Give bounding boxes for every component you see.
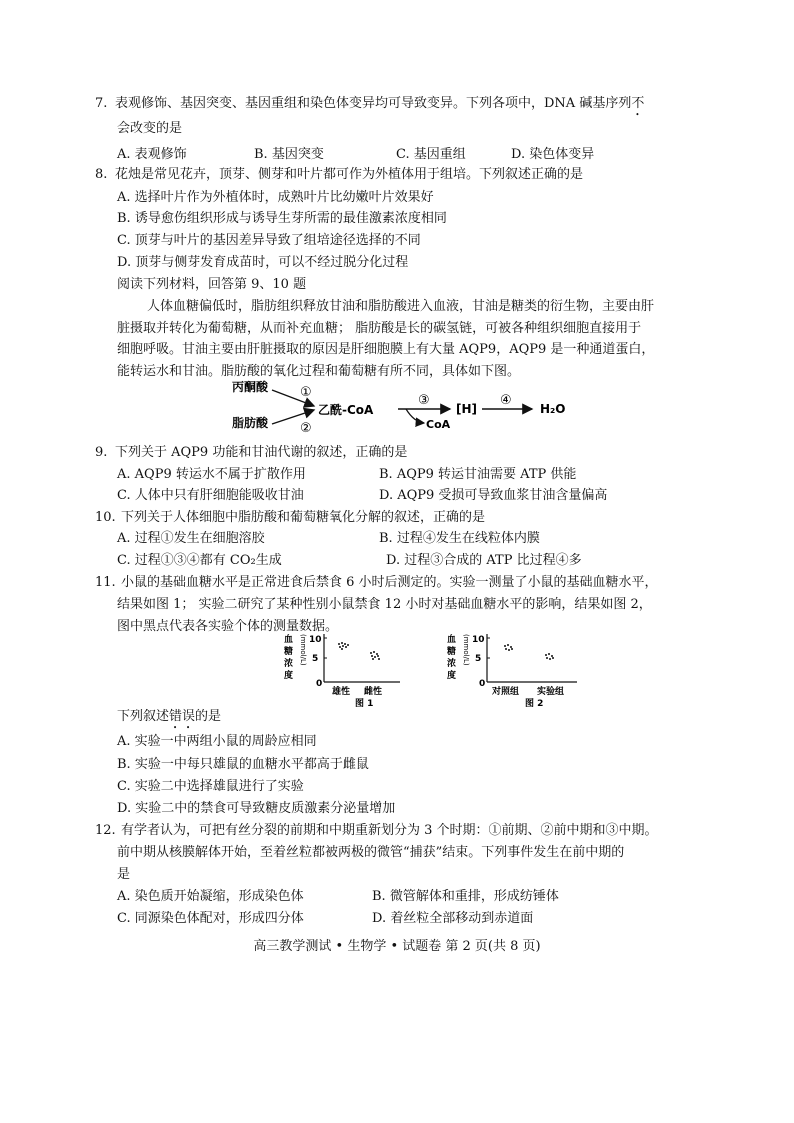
step-2-marker: ②	[300, 421, 312, 436]
fig1-ylabel-char-4: 度	[284, 671, 294, 681]
q11-option-a: A. 实验一中两组小鼠的周龄应相同	[117, 734, 317, 749]
data-point	[370, 652, 372, 654]
h-label: [H]	[456, 402, 478, 416]
fig2-ytick-10: 10	[472, 635, 485, 645]
fig2-category-experiment: 实验组	[537, 687, 565, 697]
pyruvate-label: 丙酮酸	[232, 380, 269, 394]
q8-option-d: D. 顶芽与侧芽发育成苗时，可以不经过脱分化过程	[117, 255, 409, 270]
q7-option-a: A. 表观修饰	[117, 147, 187, 162]
q9-option-c: C. 人体中只有肝细胞能吸收甘油	[117, 488, 304, 503]
fig2-ytick-0: 0	[479, 679, 486, 689]
q7-number: 7.	[95, 96, 108, 111]
q12-option-c: C. 同源染色体配对，形成四分体	[117, 911, 304, 926]
q8-number: 8.	[95, 167, 108, 182]
fig1-female-points	[370, 651, 380, 660]
data-point	[345, 646, 347, 648]
fig2-ylabel-char-4: 度	[447, 671, 457, 681]
figure-2-chart	[445, 632, 585, 708]
q11-stem-line2: 结果如图 1； 实验二研究了某种性别小鼠禁食 12 小时对基础血糖水平的影响，结果如图 2，	[117, 597, 652, 612]
water-label: H₂O	[540, 402, 566, 416]
data-point	[376, 653, 378, 655]
data-point	[339, 646, 341, 648]
reading-line-4: 能转运水和甘油。脂肪酸的氧化过程和葡萄糖有所不同，具体如下图。	[117, 364, 521, 379]
fig1-ytick-0: 0	[316, 679, 323, 689]
q11-option-b: B. 实验一中每只雄鼠的血糖水平都高于雌鼠	[117, 757, 369, 772]
q8-option-b: B. 诱导愈伤组织形成与诱导生芽所需的最佳激素浓度相同	[117, 211, 447, 226]
q12-stem-line1: 12. 有学者认为，可把有丝分裂的前期和中期重新划分为 3 个时期：①前期、②前中期和③中期。	[95, 823, 658, 838]
q8-stem: 8. 花烛是常见花卉，顶芽、侧芽和叶片都可作为外植体用于组培。下列叙述正确的是	[95, 167, 584, 182]
q12-number: 12.	[95, 823, 116, 838]
q12-stem-line2: 前中期从核膜解体开始，至着丝粒都被两极的微管“捕获”结束。下列事件发生在前中期的	[117, 845, 625, 860]
q11-question: 下列叙述错误的是	[117, 709, 222, 724]
fig2-ylabel-char-1: 血	[447, 635, 457, 645]
step-4-marker: ④	[500, 393, 512, 408]
fig1-ylabel-char-1: 血	[284, 635, 294, 645]
data-point	[344, 643, 346, 645]
q10-option-c: C. 过程①③④都有 CO₂生成	[117, 553, 282, 568]
data-point	[377, 655, 379, 657]
data-point	[505, 648, 507, 650]
q11-stem-line1: 11. 小鼠的基础血糖水平是正常进食后禁食 6 小时后测定的。实验一测量了小鼠的基础血糖水平，	[95, 575, 658, 590]
q9-option-d: D. AQP9 受损可导致血浆甘油含量偏高	[379, 488, 608, 503]
q7-stem-line2: 会改变的是	[117, 121, 183, 136]
fig1-category-male: 雄性	[332, 687, 351, 697]
fig2-yunit: (mmol/L)	[462, 634, 470, 666]
reading-intro: 阅读下列材料，回答第 9、10 题	[117, 277, 307, 292]
fig2-ylabel-char-3: 浓	[447, 659, 457, 669]
fig2-caption: 图 2	[525, 699, 544, 708]
data-point	[372, 658, 374, 660]
fig1-male-points	[338, 642, 349, 650]
q12-option-b: B. 微管解体和重排，形成纺锤体	[372, 889, 559, 904]
q11-stem-line3: 图中黑点代表各实验个体的测量数据。	[117, 619, 339, 634]
data-point	[374, 656, 376, 658]
fig1-caption: 图 1	[355, 699, 374, 708]
arrow-coa-branch	[406, 409, 424, 423]
fatty-acid-label: 脂肪酸	[232, 416, 269, 430]
q7-emphasis-mark: 不	[631, 96, 645, 111]
data-point	[347, 644, 349, 646]
q11-option-d: D. 实验二中的禁食可导致糖皮质激素分泌量增加	[117, 801, 396, 816]
data-point	[551, 655, 553, 657]
fig1-ylabel-char-3: 浓	[284, 659, 294, 669]
q9-option-b: B. AQP9 转运甘油需要 ATP 供能	[379, 467, 577, 482]
reading-line-2: 脏摄取并转化为葡萄糖，从而补充血糖； 脂肪酸是长的碳氢链，可被各种组织细胞直接用于	[117, 321, 642, 336]
step-3-marker: ③	[418, 393, 430, 408]
q8-option-a: A. 选择叶片作为外植体时，成熟叶片比幼嫩叶片效果好	[117, 190, 434, 205]
data-point	[548, 653, 550, 655]
fig1-ylabel-char-2: 糖	[284, 647, 294, 657]
data-point	[549, 658, 551, 660]
fig1-ytick-10: 10	[309, 635, 322, 645]
data-point	[552, 657, 554, 659]
q12-option-a: A. 染色质开始凝缩，形成染色体	[117, 889, 304, 904]
q8-option-c: C. 顶芽与叶片的基因差异导致了组培途径选择的不同	[117, 233, 421, 248]
q11-number: 11.	[95, 575, 116, 590]
q12-stem-line3: 是	[117, 867, 131, 882]
fig2-experiment-points	[545, 653, 554, 660]
data-point	[510, 646, 512, 648]
reading-line-1: 人体血糖偏低时，脂肪组织释放甘油和脂肪酸进入血液，甘油是糖类的衍生物，主要由肝	[147, 299, 655, 314]
q11-option-c: C. 实验二中选择雄鼠进行了实验	[117, 779, 304, 794]
q11-emphasis-mark: 错误	[169, 709, 196, 724]
data-point	[545, 654, 547, 656]
fig1-ytick-5: 5	[312, 654, 319, 664]
q9-stem: 9. 下列关于 AQP9 功能和甘油代谢的叙述，正确的是	[95, 445, 408, 460]
q10-option-d: D. 过程③合成的 ATP 比过程④多	[386, 553, 582, 568]
q9-number: 9.	[95, 445, 108, 460]
q7-option-d: D. 染色体变异	[511, 147, 595, 162]
data-point	[342, 645, 344, 647]
data-point	[378, 658, 380, 660]
q10-stem: 10. 下列关于人体细胞中脂肪酸和葡萄糖氧化分解的叙述，正确的是	[95, 510, 486, 525]
q10-option-a: A. 过程①发生在细胞溶胶	[117, 531, 265, 546]
fig1-yunit: (mmol/L)	[299, 634, 307, 666]
data-point	[507, 644, 509, 646]
q12-option-d: D. 着丝粒全部移动到赤道面	[372, 911, 534, 926]
q10-option-b: B. 过程④发生在线粒体内膜	[379, 531, 540, 546]
acetyl-coa-label: 乙酰-CoA	[318, 403, 374, 417]
fig2-ytick-5: 5	[475, 654, 482, 664]
data-point	[508, 649, 510, 651]
data-point	[511, 648, 513, 650]
q9-option-a: A. AQP9 转运水不属于扩散作用	[117, 467, 306, 482]
fig1-category-female: 雌性	[364, 687, 383, 697]
step-1-marker: ①	[300, 385, 312, 400]
data-point	[546, 657, 548, 659]
page-footer: 高三教学测试 • 生物学 • 试题卷 第 2 页(共 8 页)	[253, 939, 541, 954]
reading-line-3: 细胞呼吸。甘油主要由肝脏摄取的原因是肝细胞膜上有大量 AQP9，AQP9 是一种通道蛋白，	[117, 342, 655, 357]
fig2-control-points	[504, 644, 513, 651]
data-point	[338, 643, 340, 645]
coa-label: CoA	[426, 418, 451, 431]
data-point	[341, 648, 343, 650]
data-point	[371, 655, 373, 657]
data-point	[341, 642, 343, 644]
q7-stem-line1: 7. 表观修饰、基因突变、基因重组和染色体变异均可导致变异。下列各项中，DNA 碱基序列不	[95, 96, 645, 111]
q7-option-c: C. 基因重组	[396, 147, 466, 162]
metabolic-pathway-diagram	[228, 378, 588, 436]
q7-option-b: B. 基因突变	[254, 147, 324, 162]
data-point	[373, 651, 375, 653]
fig2-category-control: 对照组	[492, 687, 520, 697]
fig2-ylabel-char-2: 糖	[447, 647, 457, 657]
q10-number: 10.	[95, 510, 116, 525]
data-point	[504, 645, 506, 647]
figure-1-chart	[282, 632, 412, 708]
